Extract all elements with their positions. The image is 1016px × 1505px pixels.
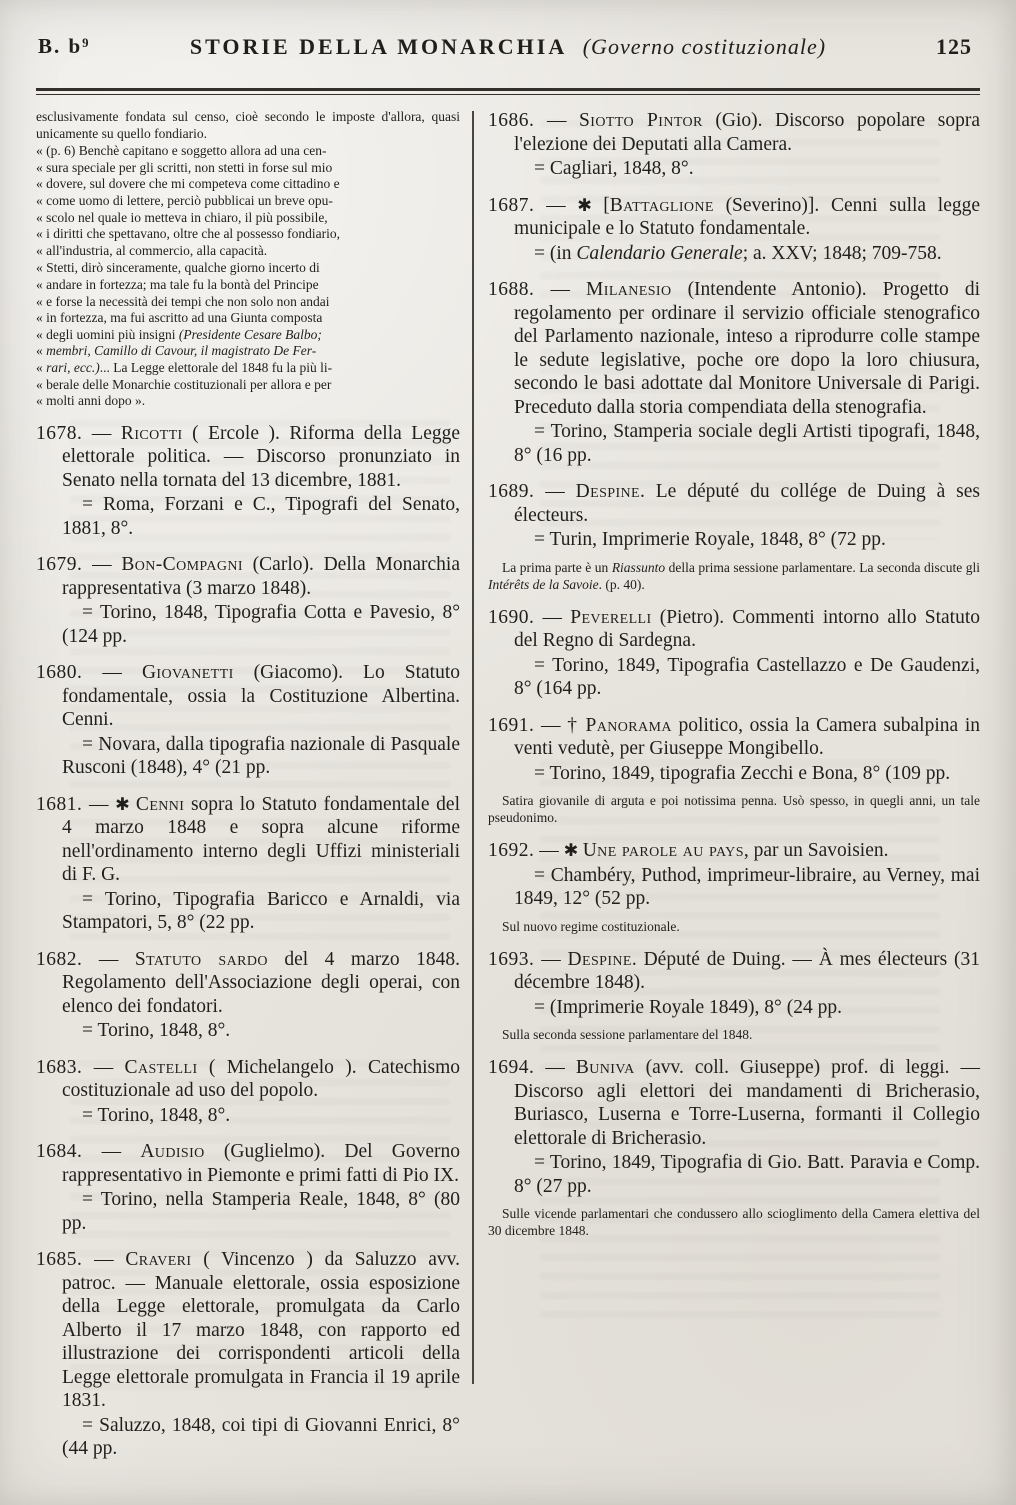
entry-number: 1691.: [488, 714, 535, 736]
bib-entry: [488, 606, 980, 701]
bib-entry: [36, 1140, 460, 1235]
entry-number: 1680.: [36, 662, 83, 684]
bib-entry: [36, 1056, 460, 1128]
entry-title: 1682. — Statuto sardo del 4 marzo 1848. Regolamento dell'Associazione degli operai, con elenco dei fondatori.: [36, 948, 460, 1017]
entry-title: 1687. — ✱ [Battaglione (Severino)]. Cenni sulla legge municipale e lo Statuto fondamentale.: [488, 194, 980, 239]
entry-imprint: = Torino, Tipografia Baricco e Arnaldi, via Stampatori, 5, 8° (22 pp.: [62, 888, 460, 934]
entry-number: 1682.: [36, 948, 83, 970]
bib-entry: [488, 948, 980, 1044]
entry-number: 1685.: [36, 1249, 83, 1271]
quote-line: « (p. 6) Benchè capitano e soggetto allora ad una cen-: [36, 143, 327, 159]
quote-line: « Stetti, dirò sinceramente, qualche giorno incerto di: [36, 260, 320, 276]
bib-entry: [36, 948, 460, 1043]
entry-number: 1678.: [36, 422, 83, 444]
entry-title: 1693. — Despine. Député de Duing. — À mes électeurs (31 décembre 1848).: [488, 948, 980, 993]
bib-entry: [36, 553, 460, 648]
quote-line: « molti anni dopo ».: [36, 393, 146, 409]
entry-note: Sulle vicende parlamentari che condussero allo scioglimento della Camera elettiva del 30 dicembre 1848.: [488, 1206, 980, 1238]
bib-entry: [488, 714, 980, 827]
quote-line: « i diritti che spettavano, oltre che al possesso fondiario,: [36, 226, 341, 242]
entry-number: 1694.: [488, 1057, 535, 1078]
bib-entry: [488, 480, 980, 593]
entry-number: 1690.: [488, 606, 535, 628]
page-header: [0, 0, 1016, 78]
two-column-text: [0, 95, 1016, 1474]
entry-imprint: = Saluzzo, 1848, coi tipi di Giovanni Enrici, 8° (44 pp.: [62, 1414, 460, 1460]
running-title: STORIE DELLA MONARCHIA: [189, 34, 568, 59]
entry-imprint: = Novara, dalla tipografia nazionale di Pasquale Rusconi (1848), 4° (21 pp.: [62, 733, 460, 779]
entry-imprint: = (Imprimerie Royale 1849), 8° (24 pp.: [534, 996, 842, 1018]
entry-number: 1693.: [488, 948, 535, 970]
entry-imprint: = Torino, 1848, Tipografia Cotta e Pavesio, 8° (124 pp.: [62, 602, 460, 647]
entry-imprint: = Torino, 1848, 8°.: [82, 1020, 231, 1042]
entry-title: 1694. — Buniva (avv. coll. Giuseppe) prof. di leggi. — Discorso agli elettori dei mandamenti di Bricherasio, Buriasco, Luserna e Torre-Luserna, formanti il Collegio elettorale di Bricherasio.: [488, 1057, 980, 1149]
quote-line: « come uomo di lettere, perciò pubblicai un breve opu-: [36, 192, 333, 208]
quote-line: « all'industria, al commercio, alla capacità.: [36, 242, 268, 258]
entry-imprint: = Cagliari, 1848, 8°.: [534, 158, 694, 179]
entry-number: 1681.: [36, 793, 83, 815]
entry-title: 1691. — † Panorama politico, ossia la Camera subalpina in venti vedutè, per Giuseppe Mongibello.: [488, 714, 980, 759]
entry-imprint: = Torino, 1848, 8°.: [82, 1104, 231, 1126]
entry-note: La prima parte è un Riassunto della prima sessione parlamentare. La seconda discute gli Intérêts de la Savoie. (p. 40).: [488, 559, 980, 592]
entry-imprint: = Turin, Imprimerie Royale, 1848, 8° (72 pp.: [534, 529, 886, 550]
bib-entry: [488, 278, 980, 467]
shelfmark-signature: B. b⁹: [38, 34, 91, 58]
entry-note: Satira giovanile di arguta e poi notissima penna. Usò spesso, in quegli anni, un tale pseudonimo.: [488, 793, 980, 825]
entry-imprint: = Chambéry, Puthod, imprimeur-libraire, au Verney, mai 1849, 12° (52 pp.: [514, 864, 980, 909]
entry-list-left: [36, 422, 460, 1461]
quote-line: « e forse la necessità dei tempi che non solo non andai: [36, 293, 330, 309]
column-divider-rule: [472, 111, 474, 1384]
running-head: [0, 34, 1016, 60]
entry-title: 1678. — Ricotti ( Ercole ). Riforma della Legge elettorale politica. — Discorso pronunziato in Senato nella tornata del 13 dicembre, 1881.: [36, 422, 460, 491]
running-subtitle: (Governo costituzionale): [582, 34, 827, 59]
entry-title: 1690. — Peverelli (Pietro). Commenti intorno allo Statuto del Regno di Sardegna.: [488, 606, 980, 651]
bib-entry: [488, 109, 980, 181]
entry-number: 1687.: [488, 194, 535, 216]
quote-line: « rari, ecc.)... La Legge elettorale del 1848 fu la più li-: [36, 359, 333, 375]
page-number: 125: [936, 34, 972, 59]
entry-imprint: = Torino, Stamperia sociale degli Artisti tipografi, 1848, 8° (16 pp.: [514, 421, 980, 466]
continuation-paragraph: esclusivamente fondata sul censo, cioè secondo le imposte d'allora, quasi unicamente su quello fondiario.: [36, 109, 460, 141]
entry-number: 1688.: [488, 279, 535, 300]
entry-title: 1684. — Audisio (Guglielmo). Del Governo rappresentativo in Piemonte e primi fatti di Pio IX.: [36, 1141, 460, 1186]
entry-number: 1683.: [36, 1056, 83, 1078]
entry-number: 1689.: [488, 481, 535, 502]
entry-imprint: = Torino, nella Stamperia Reale, 1848, 8° (80 pp.: [62, 1189, 460, 1234]
entry-number: 1686.: [488, 110, 535, 131]
entry-number: 1684.: [36, 1141, 83, 1163]
entry-title: 1679. — Bon-Compagni (Carlo). Della Monarchia rappresentativa (3 marzo 1848).: [36, 554, 460, 599]
bib-entry: [36, 422, 460, 541]
entry-note: Sulla seconda sessione parlamentare del 1848.: [502, 1027, 753, 1042]
entry-imprint: = Roma, Forzani e C., Tipografi del Senato, 1881, 8°.: [62, 494, 460, 539]
entry-title: 1688. — Milanesio (Intendente Antonio). Progetto di regolamento per ordinare il servizio officiale stenografico del Parlamento nazionale, inteso a riprodurre colle stampe le sedute legislative, poche ore dopo la loro chiusura, secondo le basi adottate dal Monitore Universale di Parigi. Preceduto dalla storia compendiata della stenografia.: [488, 279, 981, 418]
entry-number: 1679.: [36, 554, 83, 576]
bib-entry: [488, 839, 980, 935]
entry-list-right: [488, 109, 980, 1239]
header-double-rule: [36, 88, 980, 95]
entry-title: 1689. — Despine. Le député du collége de Duing à ses électeurs.: [488, 481, 980, 526]
left-column: [36, 109, 460, 1474]
bib-entry: [36, 1248, 460, 1461]
entry-number: 1692.: [488, 840, 535, 861]
quote-line: « degli uomini più insigni (Presidente Cesare Balbo;: [36, 326, 322, 342]
quote-line: « in fortezza, ma fui ascritto ad una Giunta composta: [36, 310, 323, 326]
quote-line: « dovere, sul dovere che mi competeva come cittadino e: [36, 176, 340, 192]
entry-imprint: = Torino, 1849, Tipografia di Gio. Batt. Paravia e Comp. 8° (27 pp.: [514, 1152, 980, 1197]
entry-imprint: = Torino, 1849, Tipografia Castellazzo e De Gaudenzi, 8° (164 pp.: [514, 654, 980, 699]
bib-entry: [36, 793, 460, 935]
entry-title: 1681. — ✱ Cenni sopra lo Statuto fondamentale del 4 marzo 1848 e sopra alcune riforme nell'ordinamento interno degli Uffizi ministeriali di F. G.: [36, 793, 460, 886]
quote-line: « sura speciale per gli scritti, non stetti in forse sul mio: [36, 159, 333, 175]
quote-line: « scolo nel quale io metteva in chiaro, il più possibile,: [36, 209, 328, 225]
quote-block-1: [36, 143, 460, 259]
quote-line: « berale delle Monarchie costituzionali per allora e per: [36, 376, 332, 392]
entry-imprint: = Torino, 1849, tipografia Zecchi e Bona, 8° (109 pp.: [534, 762, 951, 784]
quote-line: « andare in fortezza; ma tale fu la bontà del Principe: [36, 276, 319, 292]
right-column: [488, 109, 980, 1474]
quote-line: « membri, Camillo di Cavour, il magistrato De Fer-: [36, 343, 317, 359]
entry-title: 1685. — Craveri ( Vincenzo ) da Saluzzo avv. patroc. — Manuale elettorale, ossia esposizione della Legge elettorale, promulgata da Carlo Alberto il 17 marzo 1848, con rapporto ed illustrazione dei corrispondenti articoli della Legge elettorale promulgata in Francia il 19 aprile 1831.: [36, 1249, 461, 1412]
bib-entry: [36, 661, 460, 780]
bib-entry: [488, 194, 980, 266]
entry-imprint: = (in Calendario Generale; a. XXV; 1848; 709-758.: [534, 242, 942, 264]
entry-note: Sul nuovo regime costituzionale.: [502, 918, 680, 934]
bib-entry: [488, 1056, 980, 1239]
quote-block-2: [36, 260, 460, 409]
entry-title: 1692. — ✱ Une parole au pays, par un Savoisien.: [488, 840, 889, 861]
entry-title: 1683. — Castelli ( Michelangelo ). Catechismo costituzionale ad uso del popolo.: [36, 1056, 461, 1102]
entry-title: 1686. — Siotto Pintor (Gio). Discorso popolare sopra l'elezione dei Deputati alla Camera.: [488, 110, 980, 155]
entry-title: 1680. — Giovanetti (Giacomo). Lo Statuto fondamentale, ossia la Costituzione Albertina. Cenni.: [36, 662, 460, 731]
